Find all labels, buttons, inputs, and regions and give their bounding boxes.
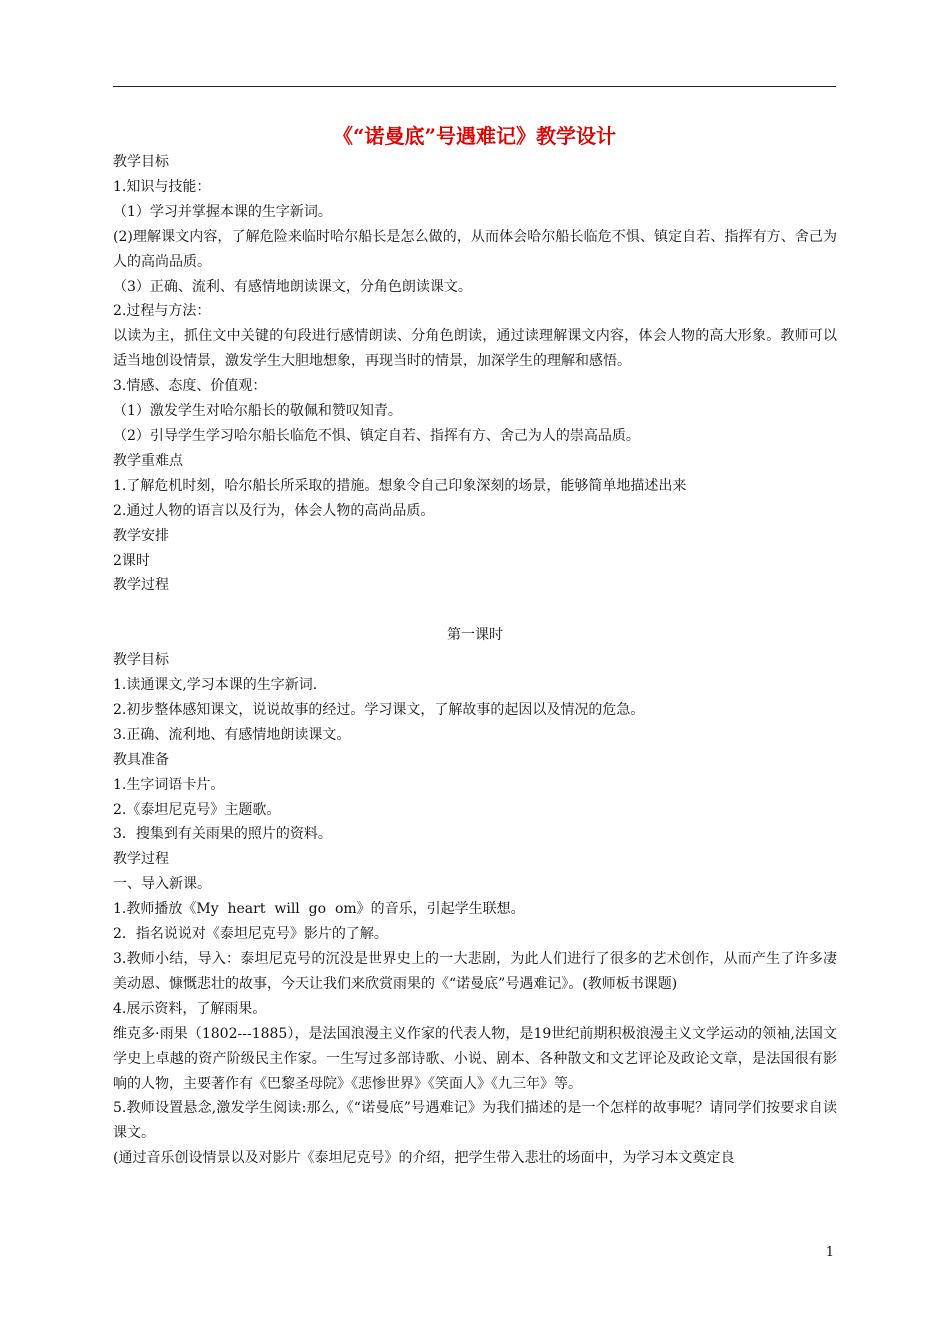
- section-title: 第一课时: [447, 627, 503, 644]
- material-item: 1.生字词语卡片。: [113, 776, 225, 793]
- goal-item: （1）激发学生对哈尔船长的敬佩和赞叹知青。: [113, 403, 402, 420]
- goal-item: （2）引导学生学习哈尔船长临危不惧、镇定自若、指挥有方、舍己为人的崇高品质。: [113, 427, 640, 444]
- goal-emotion-values: 3.情感、态度、价值观：: [113, 378, 267, 395]
- hugo-bio-paragraph: 维克多·雨果（1802---1885），是法国浪漫主义作家的代表人物，是19世纪前期积极浪漫主义文学运动的领袖,法国文学史上卓越的资产阶级民主作家。一生写过多部诗歌、小说、剧本、各种散文和文艺评论及政论文章，是法国很有影响的人物，主要著作有《巴黎圣母院》《悲惨世界》《笑面人》《九三年》等。: [113, 1025, 837, 1092]
- goal-item: 1.读通课文,学习本课的生字新词.: [113, 677, 318, 694]
- heading-teaching-goals: 教学目标: [113, 652, 169, 669]
- goal-paragraph: 以读为主，抓住文中关键的句段进行感情朗读、分角色朗读，通过读理解课文内容，体会人物的高大形象。教师可以适当地创设情景，激发学生大胆地想象，再现当时的情景，加深学生的理解和感悟。: [113, 328, 837, 370]
- step-note: (通过音乐创设情景以及对影片《泰坦尼克号》的介绍，把学生带入悲壮的场面中，为学习本文奠定良: [113, 1150, 735, 1167]
- goal-item: 2.初步整体感知课文，说说故事的经过。学习课文，了解故事的起因以及情况的危急。: [113, 701, 645, 718]
- heading-teaching-goals: 教学目标: [113, 154, 169, 170]
- goal-process-method: 2.过程与方法：: [113, 303, 211, 320]
- key-point-item: 1.了解危机时刻，哈尔船长所采取的措施。想象令自己印象深刻的场景，能够简单地描述出来: [113, 477, 687, 494]
- goal-item: （3）正确、流利、有感情地朗读课文，分角色朗读课文。: [113, 278, 472, 295]
- goal-item: (2)理解课文内容，了解危险来临时哈尔船长是怎么做的，从而体会哈尔船长临危不惧、镇定自若、指挥有方、舍己为人的高尚品质。: [113, 228, 837, 270]
- arrangement-text: 2课时: [113, 552, 150, 569]
- step-item: 4.展示资料，了解雨果。: [113, 1000, 267, 1017]
- document-body: [113, 150, 837, 1171]
- key-point-item: 2.通过人物的语言以及行为，体会人物的高尚品质。: [113, 502, 435, 519]
- document-title: 《“诺曼底”号遇难记》教学设计: [332, 124, 616, 148]
- goal-item: （1）学习并掌握本课的生字新词。: [113, 203, 332, 220]
- goal-knowledge-skills: 1.知识与技能：: [113, 178, 211, 195]
- material-item: 2.《泰坦尼克号》主题歌。: [113, 801, 281, 818]
- step-item: 1.教师播放《My heart will go om》的音乐，引起学生联想。: [113, 901, 525, 918]
- step-paragraph: 3.教师小结，导入：泰坦尼克号的沉没是世界史上的一大悲剧，为此人们进行了很多的艺术创作，从而产生了许多凄美动恩、慷慨悲壮的故事，今天让我们来欣赏雨果的《“诺曼底”号遇难记》。(教师板书课题): [113, 950, 837, 992]
- step-paragraph: 5.教师设置悬念,激发学生阅读:那么,《“诺曼底”号遇难记》为我们描述的是一个怎样的故事呢？请同学们按要求自读课文。: [113, 1100, 837, 1142]
- goal-item: 3.正确、流利地、有感情地朗读课文。: [113, 726, 351, 743]
- material-item: 3．搜集到有关雨果的照片的资料。: [113, 826, 332, 843]
- header-rule: [113, 86, 836, 87]
- step-heading: 一、导入新课。: [113, 876, 211, 893]
- step-item: 2．指名说说对《泰坦尼克号》影片的了解。: [113, 926, 388, 943]
- heading-materials: 教具准备: [113, 751, 169, 768]
- heading-teaching-process: 教学过程: [113, 577, 169, 594]
- heading-key-points: 教学重难点: [113, 452, 183, 469]
- page-number-text: 1: [825, 1245, 834, 1260]
- heading-arrangement: 教学安排: [113, 527, 169, 544]
- spacer: [113, 598, 837, 623]
- heading-teaching-process: 教学过程: [113, 851, 169, 868]
